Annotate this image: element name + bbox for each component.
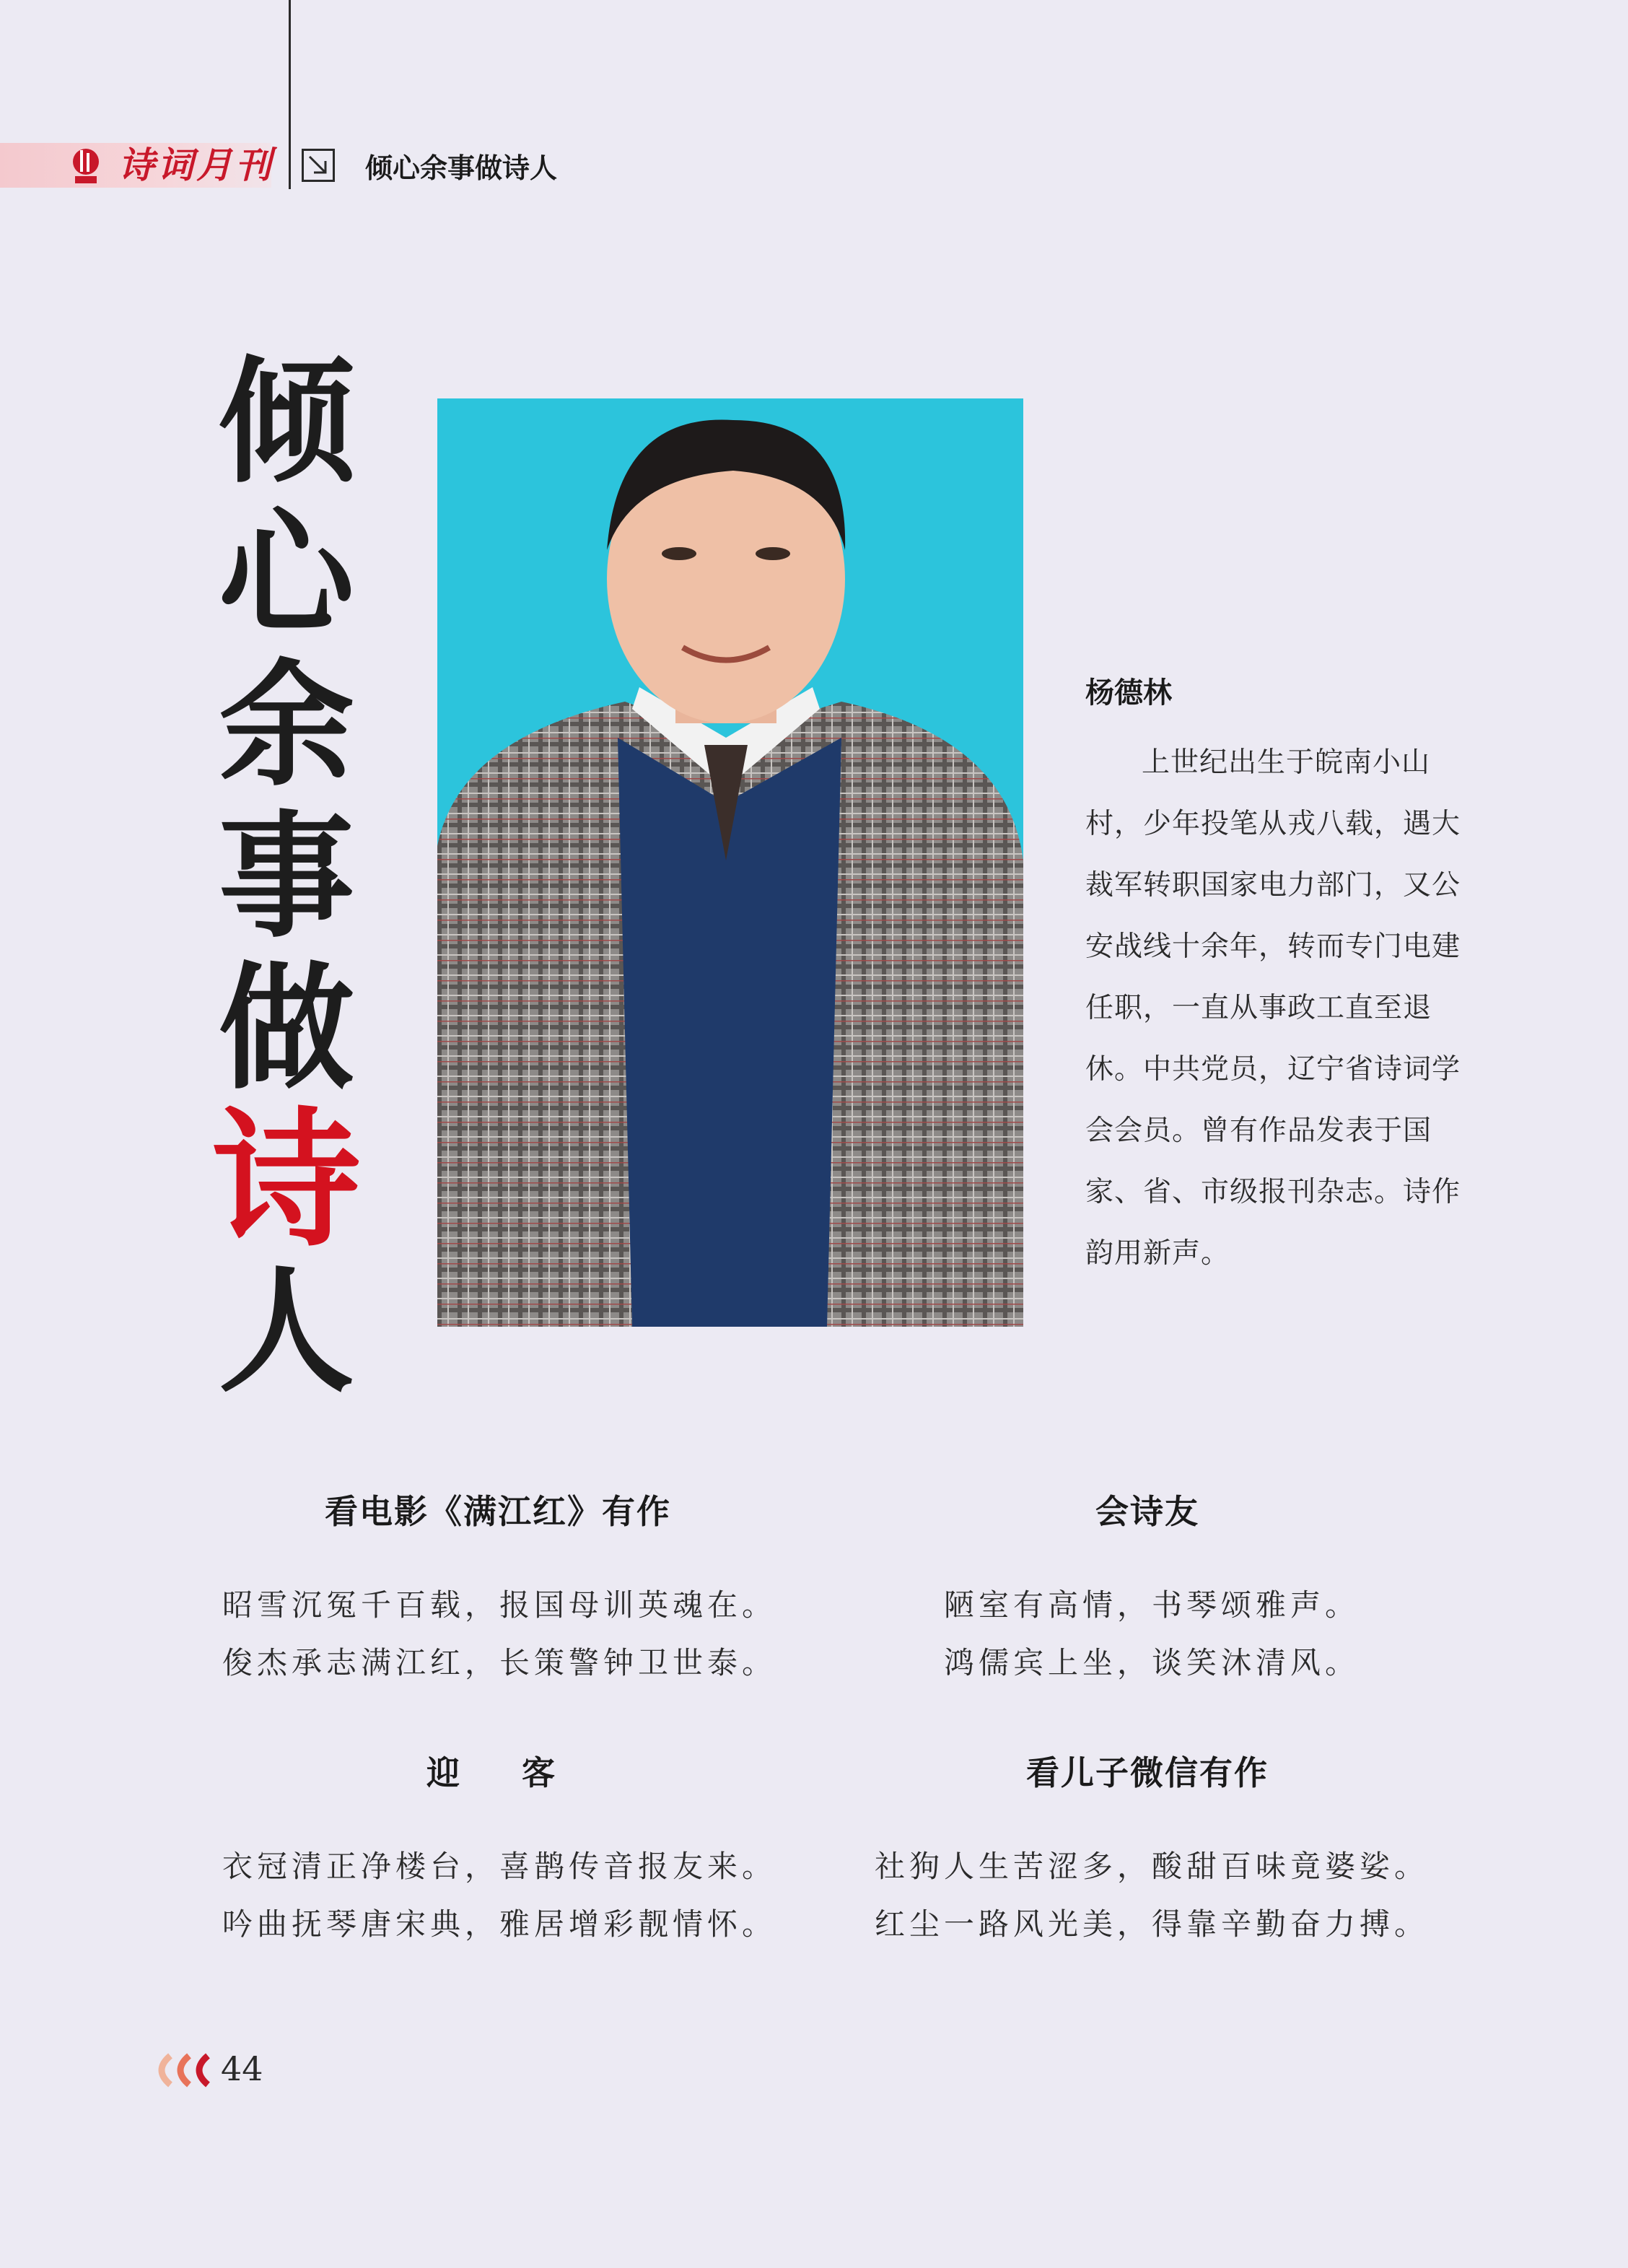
magazine-logo-icon	[69, 144, 102, 186]
poem-title: 看电影《满江红》有作	[325, 1492, 671, 1531]
title-char-highlight: 诗	[212, 1094, 361, 1267]
page-chevrons-icon	[149, 2051, 218, 2089]
author-portrait	[437, 398, 1023, 1327]
page-number: 44	[221, 2049, 263, 2088]
poem-title: 迎 客	[426, 1753, 569, 1792]
title-char: 人	[219, 1252, 354, 1411]
author-name: 杨德林	[1085, 676, 1172, 710]
poem-line: 社狗人生苦涩多，酸甜百味竟婆娑。	[875, 1849, 1430, 1884]
header-vertical-rule	[289, 0, 291, 189]
poem-line: 红尘一路风光美，得靠辛勤奋力搏。	[875, 1906, 1430, 1942]
poem-line: 吟曲抚琴唐宋典，雅居增彩靓情怀。	[222, 1906, 777, 1942]
poem-line: 俊杰承志满江红，长策警钟卫世泰。	[222, 1645, 777, 1680]
title-char: 事	[219, 797, 354, 956]
poem-body	[944, 1576, 1360, 1692]
poem-title: 会诗友	[1095, 1492, 1199, 1531]
title-char: 心	[219, 494, 354, 653]
poem-line: 鸿儒宾上坐，谈笑沐清风。	[944, 1645, 1360, 1680]
poem-body	[875, 1838, 1429, 1953]
poem-line: 昭雪沉冤千百载，报国母训英魂在。	[222, 1587, 777, 1623]
magazine-title: 诗词月刊	[118, 144, 274, 186]
title-char: 做	[219, 948, 354, 1108]
author-bio: 上世纪出生于皖南小山村，少年投笔从戎八载，遇大裁军转职国家电力部门，又公安战线十余年，转而专门电建任职，一直从事政工直至退休。中共党员，辽宁省诗词学会会员。曾有作品发表于国家、省、市级报刊杂志。诗作韵用新声。	[1085, 746, 1461, 1270]
poem-body	[222, 1838, 776, 1953]
section-label: 倾心余事做诗人	[365, 152, 558, 184]
title-char: 倾	[219, 342, 354, 502]
arrow-down-right-icon	[302, 149, 335, 182]
vertical-title	[189, 342, 384, 1411]
title-char: 余	[219, 645, 354, 805]
poem-title: 看儿子微信有作	[1026, 1753, 1269, 1792]
poem-line: 陋室有高情，书琴颂雅声。	[944, 1587, 1360, 1623]
poem-line: 衣冠清正净楼台，喜鹊传音报友来。	[222, 1849, 777, 1884]
poem-body	[222, 1576, 776, 1692]
